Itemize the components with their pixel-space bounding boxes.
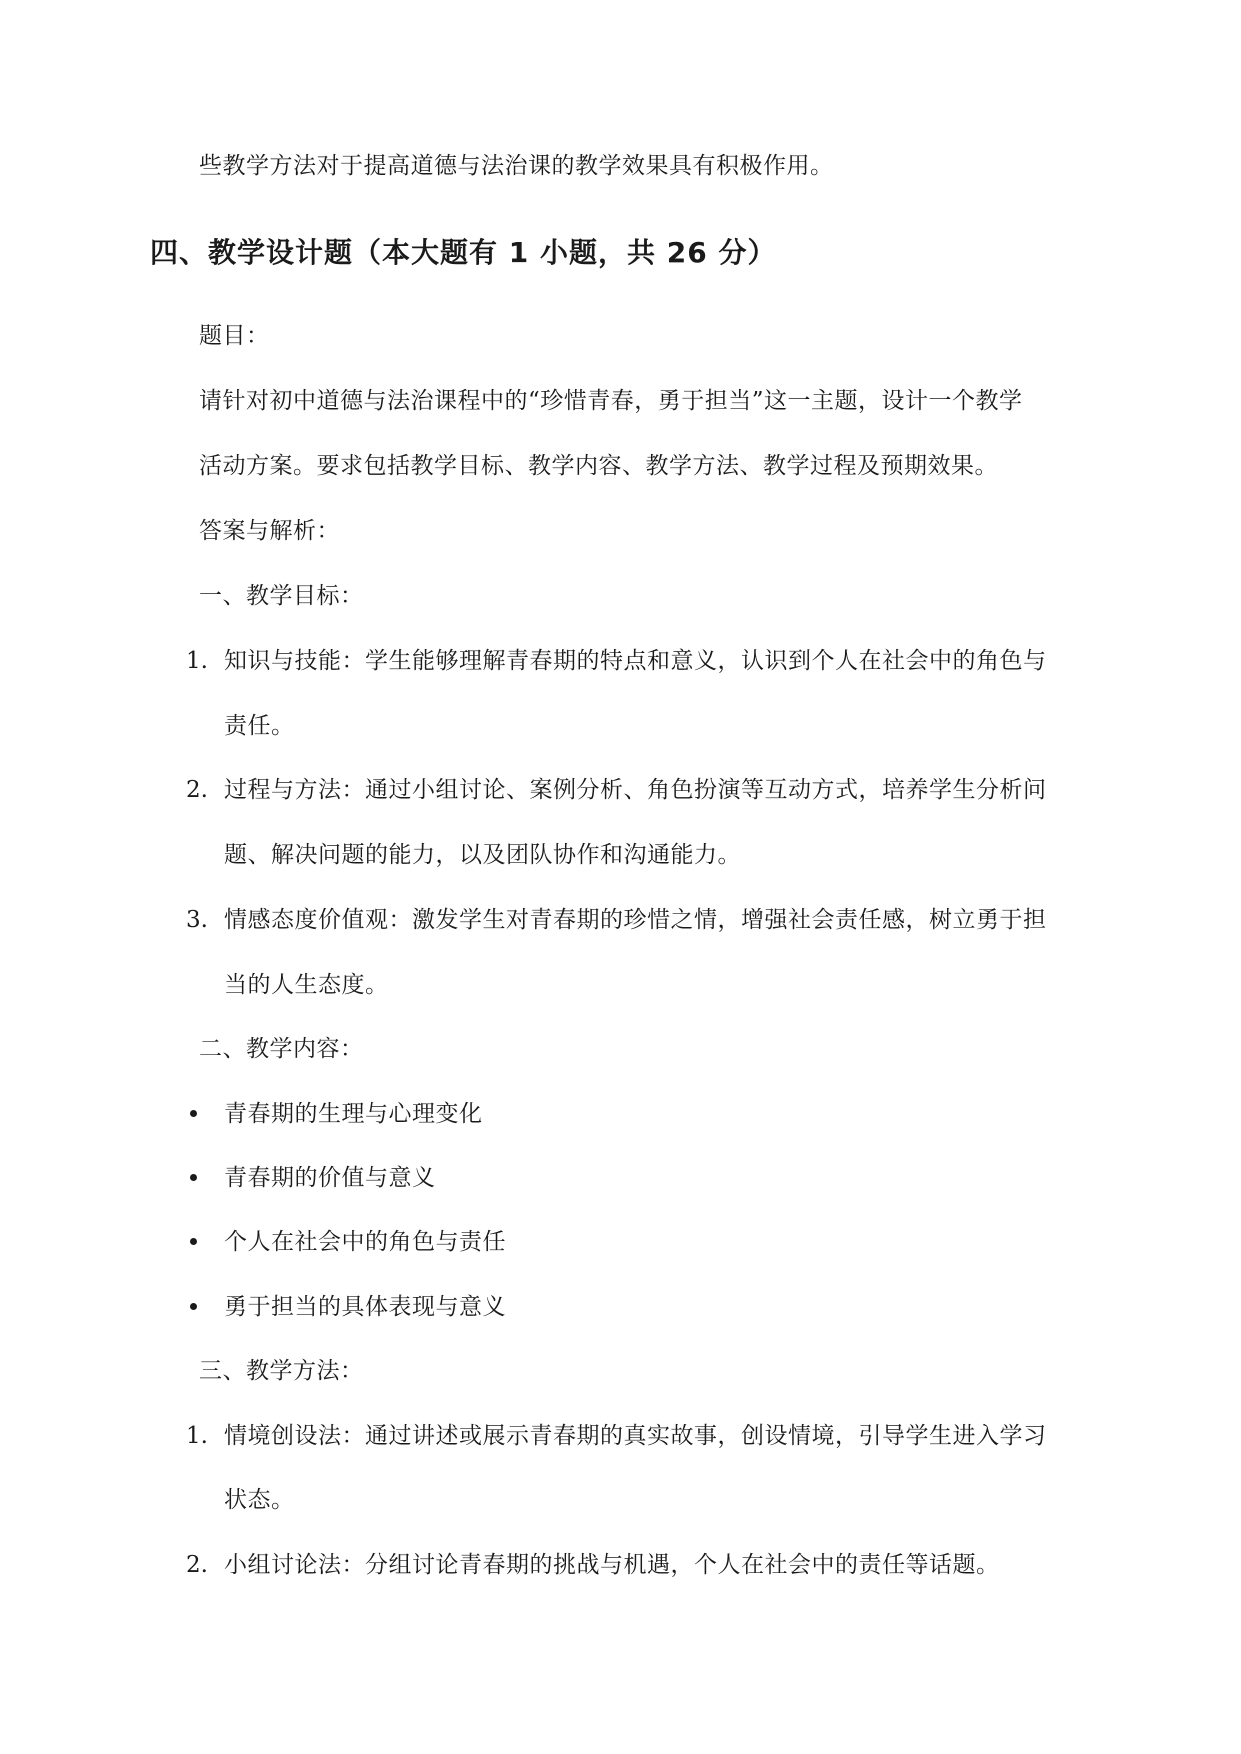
method-1-line-2: 状态。 — [224, 1487, 295, 1513]
content-item-4: 勇于担当的具体表现与意义 — [224, 1294, 506, 1320]
question-text-line-1: 请针对初中道德与法治课程中的“珍惜青春，勇于担当”这一主题，设计一个教学 — [199, 388, 1023, 414]
bullet-dot — [190, 1174, 197, 1181]
content-item-3: 个人在社会中的角色与责任 — [224, 1229, 506, 1255]
answer-label: 答案与解析： — [199, 518, 340, 544]
content-heading: 二、教学内容： — [199, 1036, 364, 1062]
objective-2-line-1: 过程与方法：通过小组讨论、案例分析、角色扮演等互动方式，培养学生分析问 — [224, 777, 1047, 803]
objectives-heading: 一、教学目标： — [199, 583, 364, 609]
objective-2-number: 2. — [186, 777, 208, 803]
section-heading: 四、教学设计题（本大题有 1 小题，共 26 分） — [150, 236, 777, 269]
objective-1-number: 1. — [186, 648, 208, 674]
content-item-1: 青春期的生理与心理变化 — [224, 1101, 483, 1127]
bullet-dot — [190, 1303, 197, 1310]
bullet-dot — [190, 1238, 197, 1245]
method-1-line-1: 情境创设法：通过讲述或展示青春期的真实故事，创设情境，引导学生进入学习 — [224, 1423, 1047, 1449]
methods-heading: 三、教学方法： — [199, 1358, 364, 1384]
objective-1-line-2: 责任。 — [224, 713, 295, 739]
method-2-number: 2. — [186, 1552, 208, 1578]
method-1-number: 1. — [186, 1423, 208, 1449]
bullet-dot — [190, 1110, 197, 1117]
method-2-line-1: 小组讨论法：分组讨论青春期的挑战与机遇，个人在社会中的责任等话题。 — [224, 1552, 1000, 1578]
intro-tail-text: 些教学方法对于提高道德与法治课的教学效果具有积极作用。 — [199, 153, 834, 179]
question-label: 题目： — [199, 323, 270, 349]
objective-3-line-2: 当的人生态度。 — [224, 972, 389, 998]
objective-1-line-1: 知识与技能：学生能够理解青春期的特点和意义，认识到个人在社会中的角色与 — [224, 648, 1047, 674]
objective-3-number: 3. — [186, 907, 208, 933]
objective-2-line-2: 题、解决问题的能力，以及团队协作和沟通能力。 — [224, 842, 741, 868]
content-item-2: 青春期的价值与意义 — [224, 1165, 436, 1191]
question-text-line-2: 活动方案。要求包括教学目标、教学内容、教学方法、教学过程及预期效果。 — [199, 453, 998, 479]
objective-3-line-1: 情感态度价值观：激发学生对青春期的珍惜之情，增强社会责任感，树立勇于担 — [224, 907, 1047, 933]
